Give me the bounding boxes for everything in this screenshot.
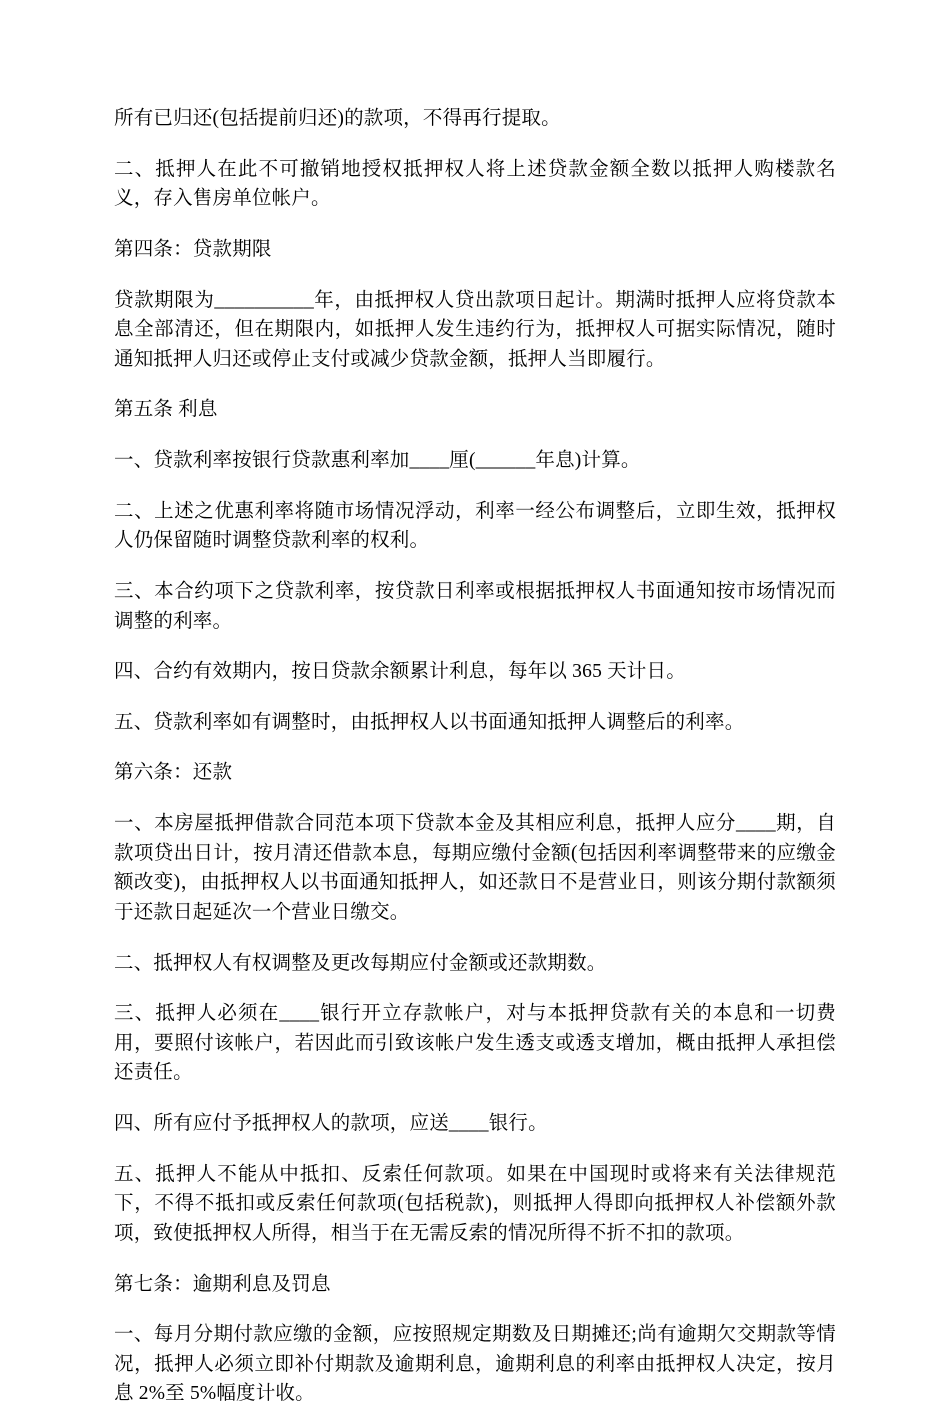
paragraph: 二、抵押权人有权调整及更改每期应付金额或还款期数。 bbox=[114, 952, 607, 974]
paragraph: 五、抵押人不能从中抵扣、反索任何款项。如果在中国现时或将来有关法律规范下，不得不抵扣或反索任何款项(包括税款)，则抵押人得即向抵押权人补偿额外款项，致使抵押权人所得，相当于在无需反索的情况所得不折不扣的款项。 bbox=[114, 1163, 836, 1244]
section-heading-article-four: 第四条：贷款期限 bbox=[114, 238, 272, 260]
paragraph: 二、抵押人在此不可撤销地授权抵押权人将上述贷款金额全数以抵押人购楼款名义，存入售房单位帐户。 bbox=[114, 158, 836, 210]
document-body bbox=[114, 104, 836, 1409]
paragraph: 三、抵押人必须在____银行开立存款帐户，对与本抵押贷款有关的本息和一切费用，要照付该帐户，若因此而引致该帐户发生透支或透支增加，概由抵押人承担偿还责任。 bbox=[114, 1003, 836, 1084]
paragraph: 所有已归还(包括提前归还)的款项，不得再行提取。 bbox=[114, 108, 561, 129]
paragraph: 四、合约有效期内，按日贷款余额累计利息，每年以 365 天计日。 bbox=[114, 661, 686, 683]
section-heading-article-six: 第六条：还款 bbox=[114, 762, 233, 784]
paragraph: 四、所有应付予抵押权人的款项，应送____银行。 bbox=[114, 1113, 548, 1134]
paragraph: 贷款期限为__________年，由抵押权人贷出款项日起计。期满时抵押人应将贷款本息全部清还，但在期限内，如抵押人发生违约行为，抵押权人可据实际情况，随时通知抵押人归还或停止支付或减少贷款金额，抵押人当即履行。 bbox=[114, 289, 836, 370]
section-heading-article-five: 第五条 利息 bbox=[114, 399, 218, 421]
paragraph: 五、贷款利率如有调整时，由抵押权人以书面通知抵押人调整后的利率。 bbox=[114, 711, 745, 733]
paragraph: 二、上述之优惠利率将随市场情况浮动，利率一经公布调整后，立即生效，抵押权人仍保留随时调整贷款利率的权利。 bbox=[114, 500, 836, 552]
paragraph: 一、本房屋抵押借款合同范本项下贷款本金及其相应利息，抵押人应分____期，自款项贷出日计，按月清还借款本息，每期应缴付金额(包括因利率调整带来的应缴金额改变)，由抵押权人以书面通知抵押人，如还款日不是营业日，则该分期付款额须于还款日起延次一个营业日缴交。 bbox=[114, 813, 836, 923]
paragraph: 一、每月分期付款应缴的金额，应按照规定期数及日期摊还;尚有逾期欠交期款等情况，抵押人必须立即补付期款及逾期利息，逾期利息的利率由抵押权人决定，按月息 2%至 5%幅度计收。 bbox=[114, 1324, 836, 1405]
paragraph: 三、本合约项下之贷款利率，按贷款日利率或根据抵押权人书面通知按市场情况而调整的利率。 bbox=[114, 580, 836, 632]
section-heading-article-seven: 第七条：逾期利息及罚息 bbox=[114, 1273, 331, 1295]
paragraph: 一、贷款利率按银行贷款惠利率加____厘(______年息)计算。 bbox=[114, 450, 641, 471]
